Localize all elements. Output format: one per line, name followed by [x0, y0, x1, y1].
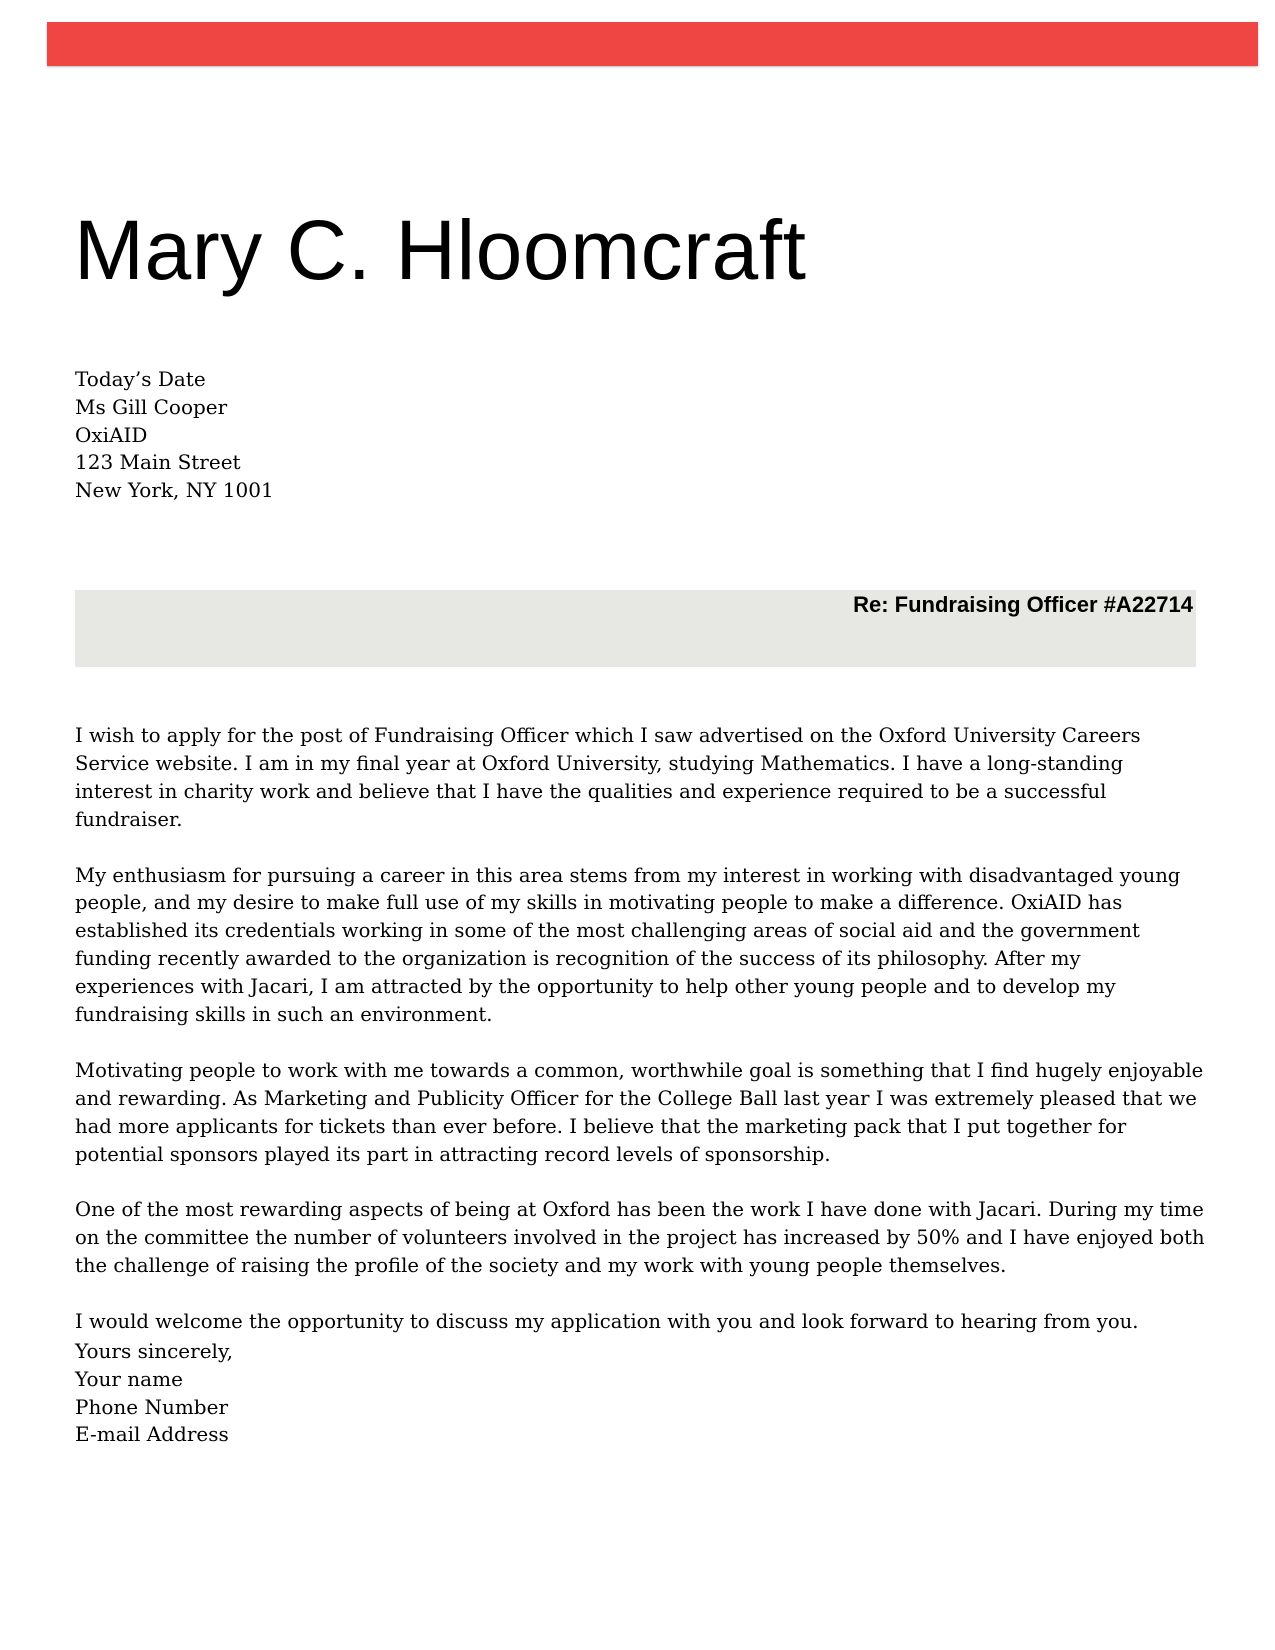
letter-body	[75, 722, 1205, 1364]
reference-box	[75, 590, 1196, 667]
closing-name: Your name	[75, 1366, 183, 1391]
reference-line: Re: Fundraising Officer #A22714	[853, 592, 1193, 617]
recipient-organization: OxiAID	[75, 422, 148, 447]
applicant-name: Mary C. Hloomcraft	[74, 203, 807, 297]
closing-block	[75, 1338, 233, 1449]
body-paragraph: I wish to apply for the post of Fundraising Officer which I saw advertised on the Oxford University Careers Service website. I am in my final year at Oxford University, studying Mathematics. I have a long-standing interest in charity work and believe that I have the qualities and experience required to be a successful fundraiser.	[75, 724, 1141, 831]
recipient-city: New York, NY 1001	[75, 478, 274, 503]
closing-phone: Phone Number	[75, 1394, 228, 1419]
letter-date: Today’s Date	[75, 367, 206, 391]
recipient-name: Ms Gill Cooper	[75, 394, 228, 419]
recipient-address-block	[75, 366, 274, 505]
recipient-street: 123 Main Street	[75, 450, 241, 475]
body-paragraph: One of the most rewarding aspects of being at Oxford has been the work I have done with Jacari. During my time on the committee the number of volunteers involved in the project has increased by 50% and I have enjoyed both the challenge of raising the profile of the society and my work with young people themselves.	[75, 1198, 1205, 1278]
body-paragraph: I would welcome the opportunity to discuss my application with you and look forward to hearing from you.	[75, 1309, 1139, 1333]
body-paragraph: Motivating people to work with me towards a common, worthwhile goal is something that I find hugely enjoyable and rewarding. As Marketing and Publicity Officer for the College Ball last year I was extremely pleased that we had more applicants for tickets than ever before. I believe that the marketing pack that I put together for potential sponsors played its part in attracting record levels of sponsorship.	[75, 1058, 1204, 1166]
closing-salutation: Yours sincerely,	[75, 1339, 233, 1363]
header-accent-bar	[47, 22, 1258, 66]
body-paragraph: My enthusiasm for pursuing a career in this area stems from my interest in working with disadvantaged young people, and my desire to make full use of my skills in motivating people to make a difference. OxiAID has established its credentials working in some of the most challenging areas of social aid and the government funding recently awarded to the organization is recognition of the success of its philosophy. After my experiences with Jacari, I am attracted by the opportunity to help other young people and to develop my fundraising skills in such an environment.	[75, 863, 1181, 1027]
closing-email: E-mail Address	[75, 1422, 229, 1447]
